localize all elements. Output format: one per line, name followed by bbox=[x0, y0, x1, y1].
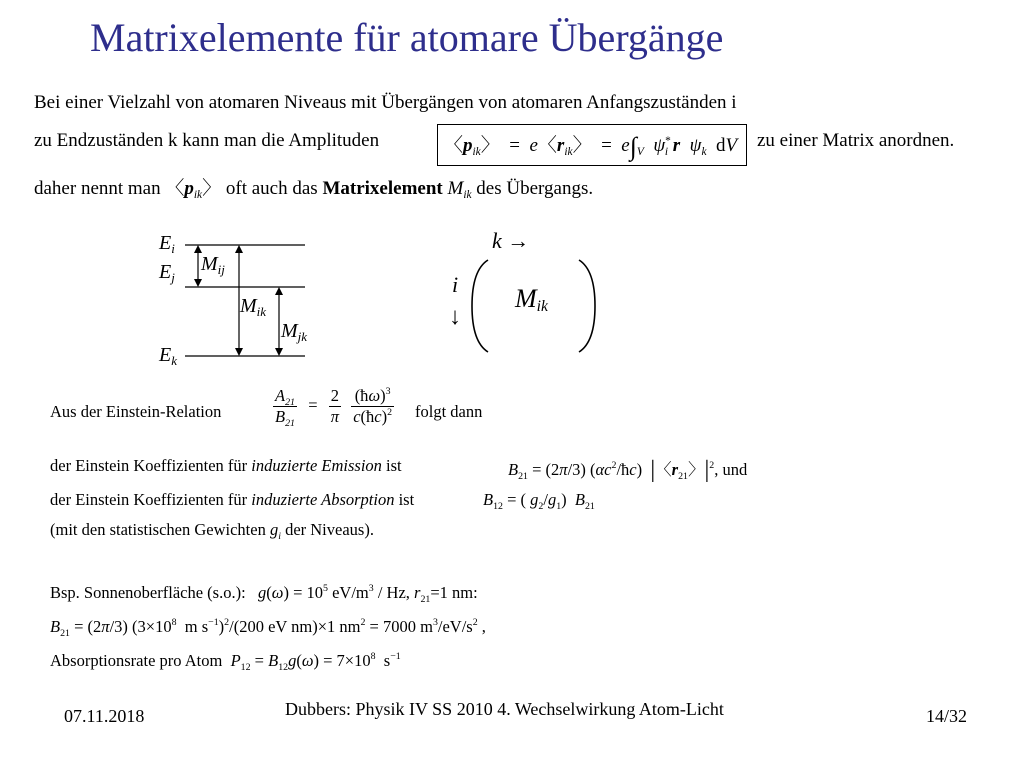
label-m-ij: $M_{ij}$ bbox=[201, 253, 225, 277]
intro-line-3: daher nennt man 〈$p_{ik}$〉 oft auch das Matrixelement $M_{ik}$ des Übergangs. bbox=[34, 178, 594, 201]
footer-date: 07.11.2018 bbox=[64, 706, 145, 726]
slide-title: Matrixelemente für atomare Übergänge bbox=[90, 15, 724, 60]
matrix-right-bracket bbox=[579, 260, 595, 352]
intro-line-2-post: zu einer Matrix anordnen. bbox=[757, 130, 955, 151]
emission-line bbox=[50, 456, 402, 476]
emission-is: ist bbox=[386, 456, 402, 475]
matrixelement-term: Matrixelement bbox=[322, 178, 443, 199]
matrix-i-arrow: ↓ bbox=[449, 304, 461, 330]
example-label: Bsp. Sonnenoberfläche (s.o.): bbox=[50, 583, 246, 602]
intro-line-3-mid: oft auch das bbox=[225, 178, 318, 199]
relation-post: folgt dann bbox=[415, 402, 483, 421]
footer-page: 14/32 bbox=[926, 706, 968, 726]
einstein-relation-formula: $\frac{A_{21}}{B_{21}}$ = $\frac{2}{\pi}$ $\frac{(ħ\omega)^3}{c(ħc)^2}$ bbox=[275, 386, 393, 429]
matrix-i-label: i bbox=[452, 272, 459, 297]
intro-line-2-pre: zu Endzuständen k kann man die Amplituden bbox=[34, 130, 380, 151]
weights-pre: (mit den statistischen Gewichten bbox=[50, 520, 266, 539]
emission-formula: $B_{21} = (2\pi/3)$ $(\alpha c^2/ħc)$ |〈$r_{21}$〉$|^2$, und bbox=[508, 457, 748, 483]
emission-pre: der Einstein Koeffizienten für bbox=[50, 456, 248, 475]
b21-calculation: $B_{21} = (2\pi/3)$ ($3\times 10^8$ m $s^{-1})^2/(200$ eV nm)×1 $nm^2 = 7000$ $m^3/eV/s^2$ , bbox=[50, 617, 486, 639]
amplitude-formula: 〈$p_{ik}$〉 = e〈$r_{ik}$〉 = $e\int_V$ $\psi^*_i$ r $\psi_k$ dV bbox=[444, 132, 738, 161]
intro-line-3-pre: daher nennt man bbox=[34, 178, 161, 199]
absorption-line bbox=[50, 490, 414, 510]
matrix-k-arrow: k → bbox=[492, 228, 530, 253]
relation-label: Aus der Einstein-Relation bbox=[50, 402, 222, 421]
weights-line: (mit den statistischen Gewichten $g_i$ der Niveaus). bbox=[50, 520, 374, 542]
weights-post: der Niveaus). bbox=[285, 520, 374, 539]
intro-line-3-post: des Übergangs. bbox=[476, 178, 594, 199]
intro-line-1: Bei einer Vielzahl von atomaren Niveaus mit Übergängen von atomaren Anfangszuständen i bbox=[34, 92, 737, 113]
matrix-left-bracket bbox=[472, 260, 488, 352]
emission-post: , und bbox=[714, 460, 748, 479]
absorption-rate-label: Absorptionsrate pro Atom bbox=[50, 651, 223, 670]
absorption-pre: der Einstein Koeffizienten für bbox=[50, 490, 248, 509]
level-e-k: $E_k$ bbox=[159, 344, 177, 368]
label-m-ik: $M_{ik}$ bbox=[240, 295, 267, 319]
absorption-is: ist bbox=[398, 490, 415, 509]
label-m-jk: $M_{jk}$ bbox=[281, 320, 308, 344]
footer-center: Dubbers: Physik IV SS 2010 4. Wechselwirkung Atom-Licht bbox=[285, 699, 724, 719]
example-line: Bsp. Sonnenoberfläche (s.o.): $g(\omega) = 10^5$ $eV/m^3$ / Hz, $r_{21}=1$ nm: bbox=[50, 583, 478, 605]
energy-level-diagram bbox=[140, 228, 340, 373]
level-e-j: $E_j$ bbox=[159, 261, 175, 285]
absorption-rate-line: Absorptionsrate pro Atom $P_{12} = B_{12}g(\omega) = 7\times 10^8$ $s^{-1}$ bbox=[50, 651, 401, 673]
absorption-italic: induzierte Absorption bbox=[251, 490, 395, 509]
emission-italic: induzierte Emission bbox=[251, 456, 382, 475]
absorption-formula: $B_{12}$ = ( $g_2/g_1$) $B_{21}$ bbox=[483, 490, 595, 512]
level-e-i: $E_i$ bbox=[159, 232, 175, 256]
matrix-element: $M_{ik}$ bbox=[515, 284, 548, 315]
